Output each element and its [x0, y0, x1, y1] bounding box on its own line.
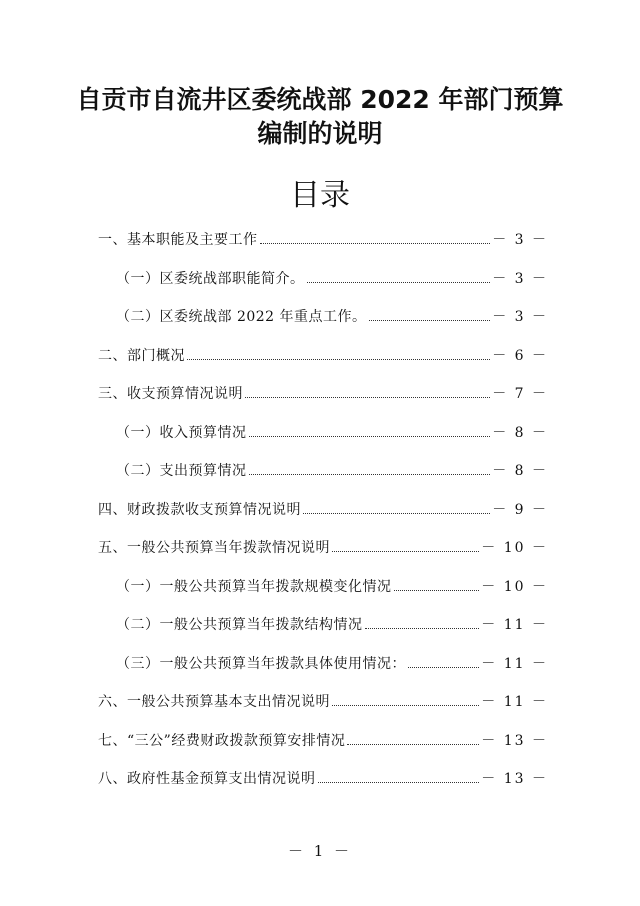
toc-entry[interactable] [98, 380, 548, 419]
toc-leader-dots [245, 397, 490, 398]
toc-entry-page: － 11 － [481, 694, 548, 710]
toc-entry[interactable] [98, 534, 548, 573]
toc-leader-dots [332, 705, 479, 706]
toc-entry-label: （三）一般公共预算当年拨款具体使用情况： [116, 655, 406, 672]
toc-leader-dots [394, 590, 480, 591]
toc-entry-label: 八、政府性基金预算支出情况说明 [98, 771, 316, 787]
toc-entry[interactable] [98, 765, 548, 804]
toc-entry-page: － 3 － [492, 270, 548, 287]
toc-entry[interactable] [98, 688, 548, 727]
toc-entry-page: － 9 － [492, 501, 548, 518]
toc-entry-label: 二、部门概况 [98, 347, 185, 364]
toc-entry[interactable] [98, 496, 548, 535]
document-title-line-1: 自贡市自流井区委统战部 2022 年部门预算 [76, 85, 564, 114]
toc-entry-label: （二）区委统战部 2022 年重点工作。 [116, 309, 367, 325]
toc-entry-label: 五、一般公共预算当年拨款情况说明 [98, 540, 330, 556]
toc-entry[interactable] [98, 573, 548, 612]
table-of-contents [98, 226, 548, 804]
toc-entry-label: 一、基本职能及主要工作 [98, 232, 258, 248]
toc-entry[interactable] [98, 650, 548, 689]
toc-entry-page: － 13 － [481, 732, 548, 749]
toc-leader-dots [249, 436, 491, 437]
toc-entry-label: 三、收支预算情况说明 [98, 386, 243, 402]
toc-leader-dots [187, 359, 490, 360]
toc-leader-dots [249, 474, 491, 475]
toc-entry[interactable] [98, 226, 548, 265]
toc-entry-page: － 7 － [492, 386, 548, 402]
toc-heading: 目录 [290, 178, 350, 213]
toc-leader-dots [365, 628, 480, 629]
page-number: － 1 － [287, 842, 353, 860]
toc-entry-page: － 8 － [492, 424, 548, 441]
toc-leader-dots [347, 744, 479, 745]
toc-entry[interactable] [98, 727, 548, 766]
toc-entry-page: － 8 － [492, 463, 548, 479]
toc-entry[interactable] [98, 303, 548, 342]
toc-entry-page: － 13 － [481, 771, 548, 787]
toc-entry[interactable] [98, 265, 548, 304]
toc-leader-dots [318, 782, 480, 783]
toc-entry[interactable] [98, 342, 548, 381]
toc-entry-page: － 10 － [481, 540, 548, 556]
toc-leader-dots [332, 551, 479, 552]
toc-entry-label: （一）区委统战部职能简介。 [116, 270, 305, 287]
toc-leader-dots [260, 243, 491, 244]
toc-entry[interactable] [98, 419, 548, 458]
toc-leader-dots [307, 282, 491, 283]
document-title-line-2: 编制的说明 [257, 119, 383, 148]
toc-entry-page: － 11 － [481, 617, 548, 633]
toc-entry-label: （二）一般公共预算当年拨款结构情况 [116, 617, 363, 633]
toc-entry-page: － 3 － [492, 232, 548, 248]
toc-entry-label: （一）收入预算情况 [116, 424, 247, 441]
toc-leader-dots [303, 513, 490, 514]
toc-entry-page: － 6 － [492, 347, 548, 364]
toc-entry-page: － 3 － [492, 309, 548, 325]
toc-entry-label: （一）一般公共预算当年拨款规模变化情况 [116, 578, 392, 595]
toc-leader-dots [369, 320, 491, 321]
toc-entry-label: 六、一般公共预算基本支出情况说明 [98, 694, 330, 710]
toc-entry-label: （二）支出预算情况 [116, 463, 247, 479]
toc-entry-label: 四、财政拨款收支预算情况说明 [98, 501, 301, 518]
toc-leader-dots [408, 667, 479, 668]
toc-entry-page: － 11 － [481, 655, 548, 672]
toc-entry-label: 七、“三公”经费财政拨款预算安排情况 [98, 732, 346, 749]
toc-entry[interactable] [98, 611, 548, 650]
toc-entry[interactable] [98, 457, 548, 496]
toc-entry-page: － 10 － [481, 578, 548, 595]
